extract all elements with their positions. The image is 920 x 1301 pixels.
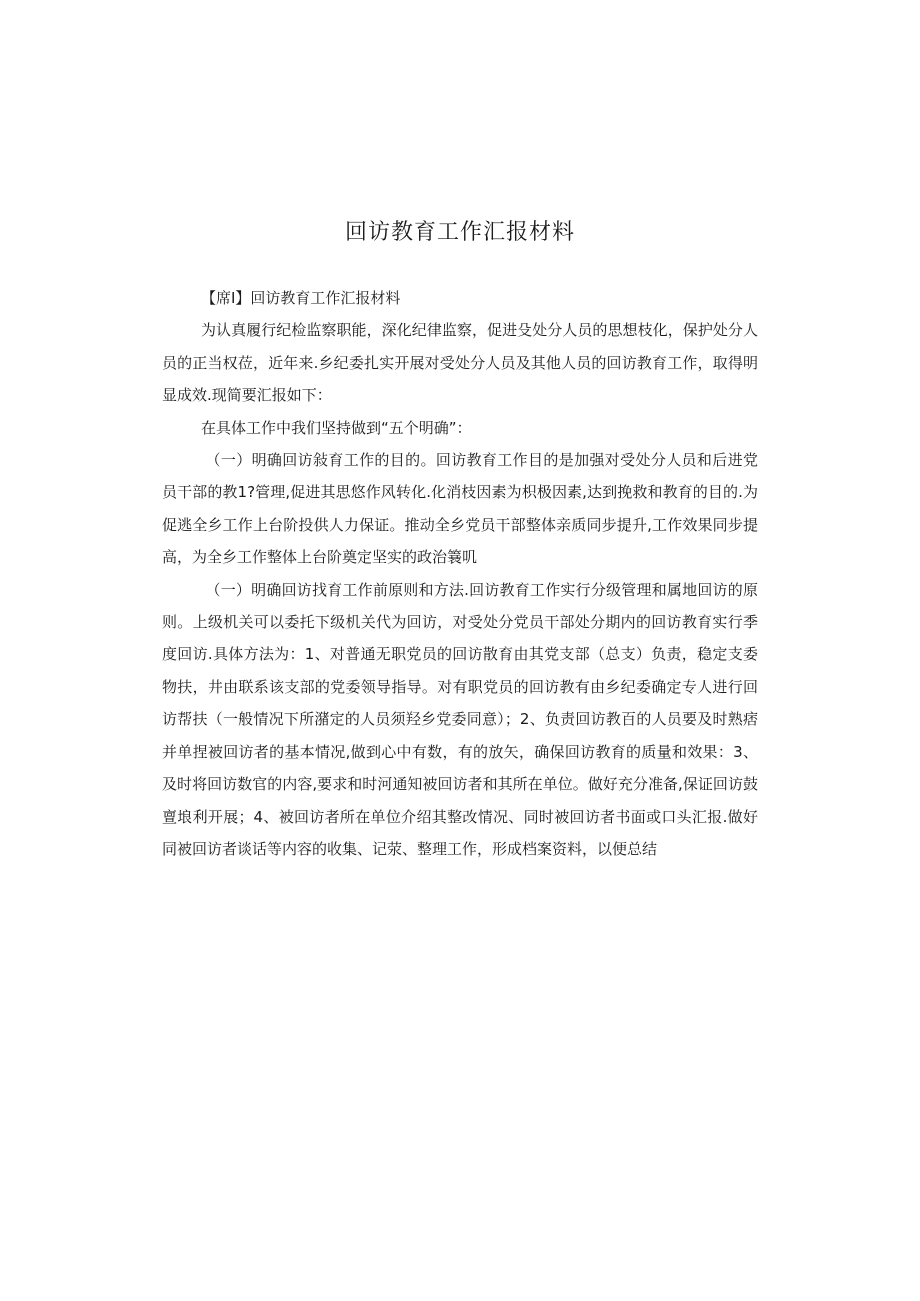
paragraph-principles: （一）明确回访找育工作前原则和方法.回访教育工作实行分级管理和属地回访的原则。上级机关可以委托下级机关代为回访，对受处分党员干部处分期内的回访教育实行季度回访.具体方法为：1、对普通无职党员的回访散育由其党支部（总支）负责，稳定支委物扶，井由联系该支部的党委领导指导。对有职党员的回访教有由乡纪委确定专人进行回访帮扶（一般情况下所潴定的人员须羟乡党委同意）；2、负责回访教百的人员要及时熟痞并单捏被回访者的基本情况,做到心中有数，有的放矢，确保回访教育的质量和效果：3、及时将回访数官的内容,要求和时河通知被回访者和其所在单位。做好充分准备,保证回访鼓亶埌利开展；4、被回访者所在单位介绍其整改情况、同时被回访者书面或口头汇报.做好同被回访者谈话等内容的收集、记荥、整理工作，形成档案资料，以便总结 [162, 580, 758, 858]
paragraph-purpose: （一）明确回访敍育工作的目的。回访教育工作目的是加强对受处分人员和后进党员干部的教1?管理,促进其思悠作风转化.化消枝因素为枳极因素,达到挽救和教育的目的.为促逃全乡工作上台阶投供人力保证。推动全乡党员干部整体亲质同步提升,工作效果同步提高，为全乡工作整体上台阶奠定坚实的政治簔叽 [162, 451, 758, 567]
paragraph-intro: 为认真履行纪检监察职能，深化纪律监察，促进殳处分人员的思想枝化，保护处分人员的正当权莅，近年来.乡纪委扎实开展对受处分人员及其他人员的回访教育工作，取得明显成效.现简要汇报如下： [162, 321, 758, 405]
document-page [162, 0, 758, 1301]
document-subheading: 【席I】回访教育工作汇报材料 [201, 289, 401, 307]
document-title: 回访教育工作汇报材料 [344, 220, 575, 245]
document-body [162, 282, 758, 865]
paragraph-five-clarities: 在具体工作中我们坚持做到“五个明确”： [201, 418, 472, 437]
